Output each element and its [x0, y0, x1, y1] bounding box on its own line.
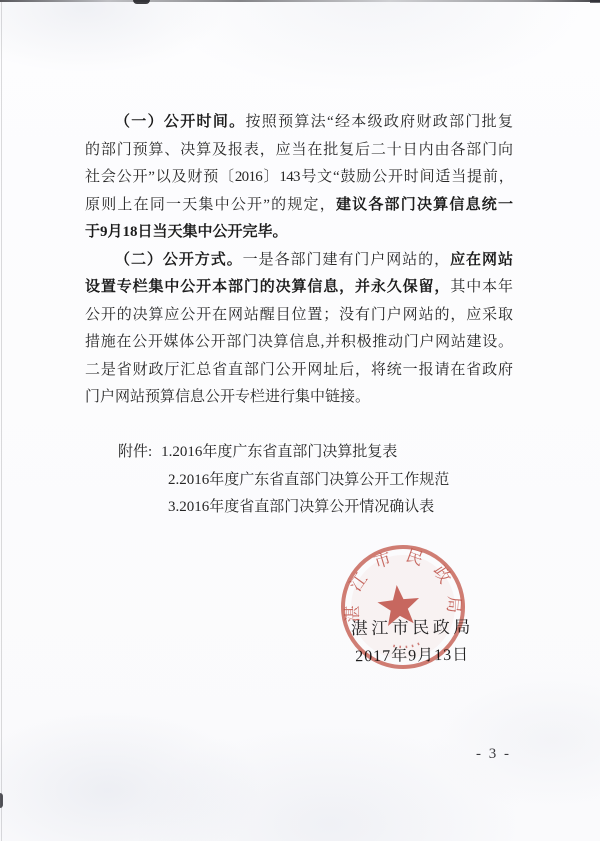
attachment-row [118, 467, 538, 495]
bold-emphasis: 于9月18日当天集中公开完毕。 [85, 224, 288, 240]
signature-date: 2017年9月13日 [355, 646, 470, 666]
scan-artifact-corner [590, 0, 600, 3]
attachments-list [118, 439, 538, 522]
body-text: 按照预算法“经本级政府财政部门批复 [245, 114, 513, 130]
scan-artifact-blob [133, 0, 150, 4]
bold-emphasis: 设置专栏集中公开本部门的决算信息，并永久保留， [85, 279, 451, 295]
paragraph-line [85, 109, 513, 137]
paragraph-line [85, 192, 513, 220]
attachment-row [118, 439, 538, 467]
body-text: 的部门预算、决算及报表，应当在批复后二十日内由各部门向 [85, 141, 513, 158]
document-body [85, 109, 513, 412]
paragraph-line [85, 384, 513, 412]
signature-org: 湛江市民政局 [350, 617, 474, 639]
paragraph-line [85, 219, 513, 247]
body-text: 原则上在同一天集中公开”的规定， [85, 196, 336, 213]
attachment-row [118, 494, 538, 522]
body-text: 二是省财政厅汇总省直部门公开网址后，将统一报请在省政府 [85, 361, 513, 378]
paragraph-line [85, 357, 513, 385]
scan-edge-artifact-left [1, 0, 2, 841]
section-heading-2: （二）公开方式。 [115, 251, 243, 268]
paragraph-line [85, 137, 513, 165]
body-text: 措施在公开媒体公开部门决算信息,并积极推动门户网站建设。 [85, 334, 513, 350]
body-text: 其中本年 [450, 279, 513, 295]
scan-artifact-left-blob [0, 793, 3, 808]
paragraph-line [85, 302, 513, 330]
paragraph-line [85, 247, 513, 275]
attachment-item-3: 3.2016年度省直部门决算公开情况确认表 [168, 499, 435, 515]
attachments-label: 附件: [118, 444, 153, 460]
paragraph-line [85, 274, 513, 302]
body-text: 门户网站预算信息公开专栏进行集中链接。 [85, 389, 371, 405]
attachment-item-2: 2.2016年度广东省直部门决算公开工作规范 [168, 471, 450, 488]
bold-emphasis: 建议各部门决算信息统一 [335, 196, 513, 213]
body-text: 公开的决算应公开在网站醒目位置；没有门户网站的，应采取 [85, 306, 513, 323]
official-seal [328, 533, 482, 687]
paragraph-line [85, 164, 513, 192]
bold-emphasis: 应在网站 [450, 251, 513, 268]
section-heading-1: （一）公开时间。 [115, 114, 246, 130]
page-number: - 3 - [476, 746, 511, 762]
paragraph-line [85, 329, 513, 357]
scan-edge-artifact-top [0, 0, 600, 2]
attachment-item-1: 1.2016年度广东省直部门决算批复表 [161, 444, 398, 460]
body-text: 一是各部门建有门户网站的， [242, 251, 451, 268]
body-text: 社会公开”以及财预〔2016〕143号文“鼓励公开时间适当提前， [85, 169, 513, 185]
seal-ring-text: 湛江市民政局 [342, 545, 464, 626]
